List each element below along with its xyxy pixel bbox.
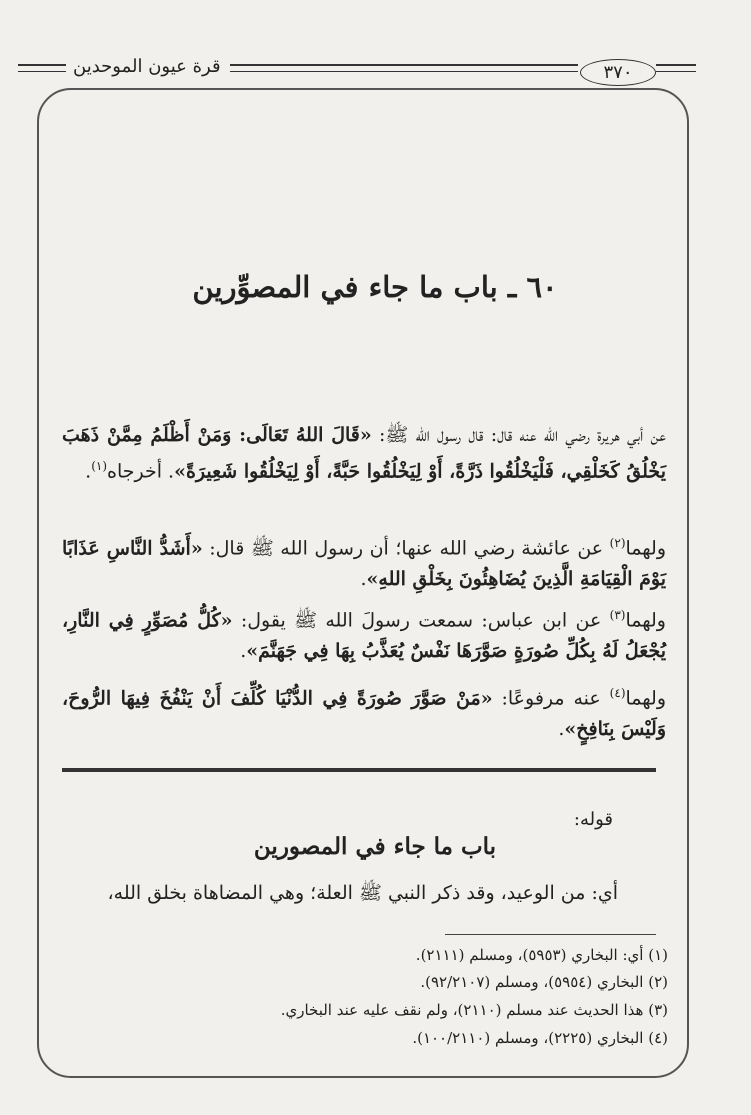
hadith-3-lead: ولهما [625,609,666,632]
hadith-1: عن أبي هريرة رضي الله عنه قال: قال رسول الله ﷺ: «قَالَ اللهُ تَعَالَى: وَمَنْ أَظْلَمُ مِمَّنْ ذَهَبَ يَخْلُقُ كَخَلْقِي، فَلْيَخْلُقُوا ذَرَّةً، أَوْ لِيَخْلُقُوا حَبَّةً، أَوْ لِيَخْلُقُوا شَعِيرَةً». أخرجاه$^{(١)}$. [62,424,667,483]
commentary-subtitle: باب ما جاء في المصورين [253,833,497,860]
commentary-label: قوله: [573,809,613,830]
header-rule-left-top [18,64,66,66]
hadith-2-quote: «أَشَدُّ النَّاسِ عَذَابًا يَوْمَ الْقِيَامَةِ الَّذِينَ يُضَاهِئُونَ بِخَلْقِ اللهِ» [62,537,666,591]
hadith-4-intro: عنه مرفوعًا: [492,687,610,710]
hadith-4-lead: ولهما [625,687,666,710]
hadith-2-lead: ولهما [625,537,666,560]
footnote-1: (١) أي: البخاري (٥٩٥٣)، ومسلم (٢١١١). [415,946,668,964]
hadith-3-outro: . [240,640,247,663]
hadith-1-intro: عن أبي هريرة رضي الله عنه قال: قال رسول الله ﷺ: [379,424,667,446]
hadith-4-outro: . [558,718,565,741]
hadith-1-quote: «قَالَ اللهُ تَعَالَى: وَمَنْ أَظْلَمُ مِمَّنْ ذَهَبَ يَخْلُقُ كَخَلْقِي، فَلْيَخْلُقُوا ذَرَّةً، أَوْ لِيَخْلُقُوا حَبَّةً، أَوْ لِيَخْلُقُوا شَعِيرَةً» [62,424,666,483]
header-rule-right-top [656,64,696,66]
hadith-2-outro: . [360,568,367,591]
hadith-3-footnote-ref: (٣) [609,608,626,622]
hadith-2 [62,528,666,595]
hadith-3-quote: «كُلُّ مُصَوِّرٍ فِي النَّارِ، يُجْعَلُ لَهُ بِكُلِّ صُورَةٍ صَوَّرَهَا نَفْسٌ يُعَذَّبُ بِهَا فِي جَهَنَّمَ» [62,609,666,663]
header-rule-mid-bottom [230,71,578,72]
hadith-2-footnote-ref: (٢) [609,536,626,550]
footnote-4: (٤) البخاري (٢٢٢٥)، ومسلم (١٠٠/٢١١٠). [412,1029,668,1047]
commentary-text: أي: من الوعيد، وقد ذكر النبي ﷺ العلة؛ وهي المضاهاة بخلق الله، [107,882,618,904]
book-title: قرة عيون الموحدين [73,56,221,77]
hadith-1-footnote-ref: (١) [91,459,108,473]
hadith-4-footnote-ref: (٤) [609,686,626,700]
hadith-3-intro: عن ابن عباس: سمعت رسولَ الله ﷺ يقول: [232,609,610,632]
footnote-2: (٢) البخاري (٥٩٥٤)، ومسلم (٩٢/٢١٠٧). [420,973,668,991]
chapter-title: ٦٠ ـ باب ما جاء في المصوِّرين [192,270,558,304]
footnote-rule [445,934,656,935]
header-rule-left-bottom [18,71,66,72]
header-rule-mid-top [230,64,578,66]
footnote-3: (٣) هذا الحديث عند مسلم (٢١١٠)، ولم نقف عليه عند البخاري. [280,1001,668,1019]
page-number: ٣٧٠ [580,59,656,86]
hadith-4-quote: «مَنْ صَوَّرَ صُورَةً فِي الدُّنْيَا كُلِّفَ أَنْ يَنْفُخَ فِيهَا الرُّوحَ، وَلَيْسَ بِنَافِخٍ» [62,687,666,741]
hadith-4 [62,678,666,745]
hadith-2-intro: عن عائشة رضي الله عنها؛ أن رسول الله ﷺ قال: [202,537,610,560]
hadith-3 [62,600,666,667]
header-rule-right-bottom [656,71,696,72]
section-divider [62,768,656,772]
hadith-1-outro: . أخرجاه [107,460,175,483]
